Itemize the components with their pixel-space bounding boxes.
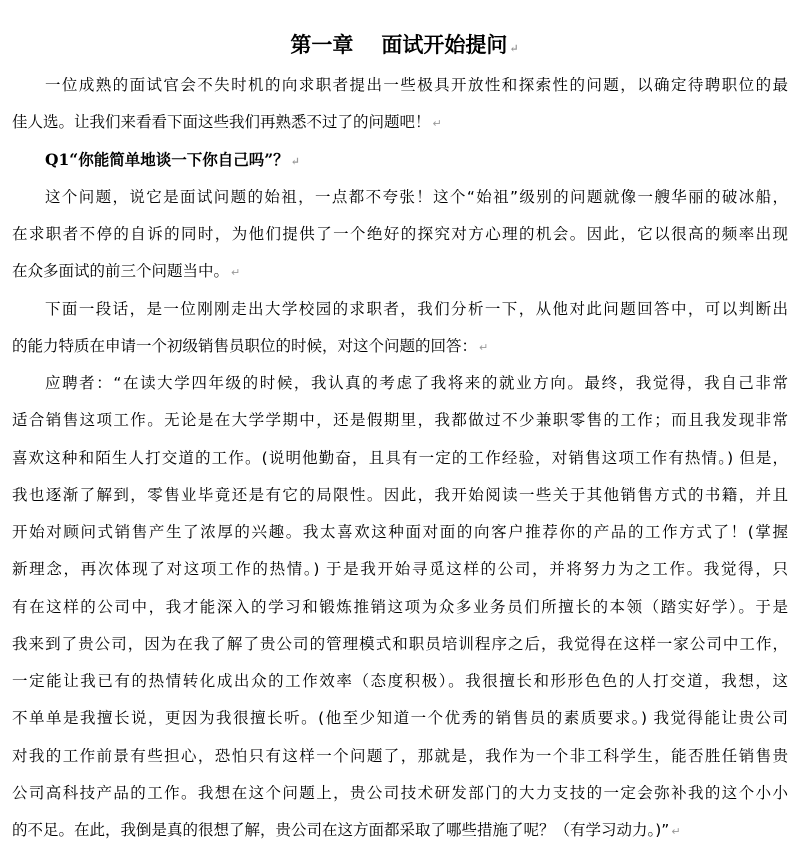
text-line xyxy=(12,336,788,358)
line-text: 公司高科技产品的工作。我想在这个问题上，贵公司技术研发部门的大力支技的一定会弥补我的这个小小 xyxy=(12,783,788,802)
text-line xyxy=(12,522,788,542)
line-text: 在众多面试的前三个问题当中。 xyxy=(12,262,230,281)
text-line xyxy=(12,783,788,803)
line-text: 我来到了贵公司，因为在我了解了贵公司的管理模式和职员培训程序之后，我觉得在这样一家公司中工作， xyxy=(12,634,788,653)
text-line xyxy=(45,187,788,207)
text-line xyxy=(12,261,788,283)
text-line xyxy=(45,75,788,95)
text-line xyxy=(45,150,788,172)
line-text: 这个问题，说它是面试问题的始祖，一点都不夸张！这个“始祖”级别的问题就像一艘华丽的破冰船， xyxy=(45,187,788,206)
text-line xyxy=(12,485,788,505)
chapter-title xyxy=(0,30,809,64)
text-line xyxy=(12,671,788,691)
text-line xyxy=(12,746,788,766)
line-text: 有在这样的公司中，我才能深入的学习和锻炼推销这项为众多业务员们所擅长的本领（踏实好学）。于是 xyxy=(12,597,788,616)
line-text: 一位成熟的面试官会不失时机的向求职者提出一些极具开放性和探索性的问题，以确定待聘职位的最 xyxy=(45,76,788,94)
text-line xyxy=(12,559,788,579)
paragraph-mark-icon: ↵ xyxy=(671,825,681,838)
line-text: 对我的工作前景有些担心，恐怕只有这样一个问题了，那就是，我作为一个非工科学生，能否胜任销售贵 xyxy=(12,746,788,765)
line-text: 喜欢这种和陌生人打交道的工作。(说明他勤奋，且具有一定的工作经验，对销售这项工作有热情。) 但是， xyxy=(12,448,788,467)
text-line xyxy=(45,373,788,393)
line-text: 的不足。在此，我倒是真的很想了解，贵公司在这方面都采取了哪些措施了呢？（有学习动力。)” xyxy=(12,821,670,839)
line-text: 我也逐渐了解到，零售业毕竟还是有它的局限性。因此，我开始阅读一些关于其他销售方式的书籍，并且 xyxy=(12,485,788,504)
line-text: Q1“你能简单地谈一下你自己吗”？ xyxy=(45,149,289,169)
line-text: 在求职者不停的自诉的同时，为他们提供了一个绝好的探究对方心理的机会。因此，它以很高的频率出现 xyxy=(12,225,788,243)
paragraph-mark-icon: ↵ xyxy=(290,154,300,168)
chapter-number: 第一章 xyxy=(290,32,354,57)
paragraph-mark-icon: ↵ xyxy=(432,117,442,131)
text-line xyxy=(12,112,788,134)
text-line xyxy=(12,820,788,842)
text-line xyxy=(12,410,788,430)
line-text: 不单单是我擅长说，更因为我很擅长听。(他至少知道一个优秀的销售员的素质要求。) 我觉得能让贵公司 xyxy=(12,709,788,728)
text-line xyxy=(12,448,788,468)
line-text: 应聘者：“在读大学四年级的时候，我认真的考虑了我将来的就业方向。最终，我觉得，我自己非常 xyxy=(45,374,788,392)
text-line xyxy=(45,299,788,319)
line-text: 适合销售这项工作。无论是在大学学期中，还是假期里，我都做过不少兼职零售的工作；而且我发现非常 xyxy=(12,411,788,430)
line-text: 开始对顾问式销售产生了浓厚的兴趣。我太喜欢这种面对面的向客户推荐你的产品的工作方式了！(掌握 xyxy=(12,523,788,541)
text-line xyxy=(12,634,788,654)
line-text: 新理念，再次体现了对这项工作的热情。) 于是我开始寻觅这样的公司，并将努力为之工作。我觉得，只 xyxy=(12,560,788,579)
paragraph-mark-icon: ↵ xyxy=(509,42,519,55)
line-text: 一定能让我已有的热情转化成出众的工作效率（态度积极）。我很擅长和形形色色的人打交道，我想，这 xyxy=(12,672,788,690)
line-text: 佳人选。让我们来看看下面这些我们再熟悉不过了的问题吧！ xyxy=(12,113,431,132)
paragraph-mark-icon: ↵ xyxy=(479,340,489,354)
paragraph-mark-icon: ↵ xyxy=(231,266,241,280)
text-line xyxy=(12,708,788,728)
line-text: 下面一段话，是一位刚刚走出大学校园的求职者，我们分析一下，从他对此问题回答中，可以判断出 xyxy=(45,299,788,318)
line-text: 的能力特质在申请一个初级销售员职位的时候，对这个问题的回答： xyxy=(12,336,478,355)
chapter-name: 面试开始提问 xyxy=(381,32,508,57)
text-line xyxy=(12,597,788,617)
text-line xyxy=(12,224,788,244)
